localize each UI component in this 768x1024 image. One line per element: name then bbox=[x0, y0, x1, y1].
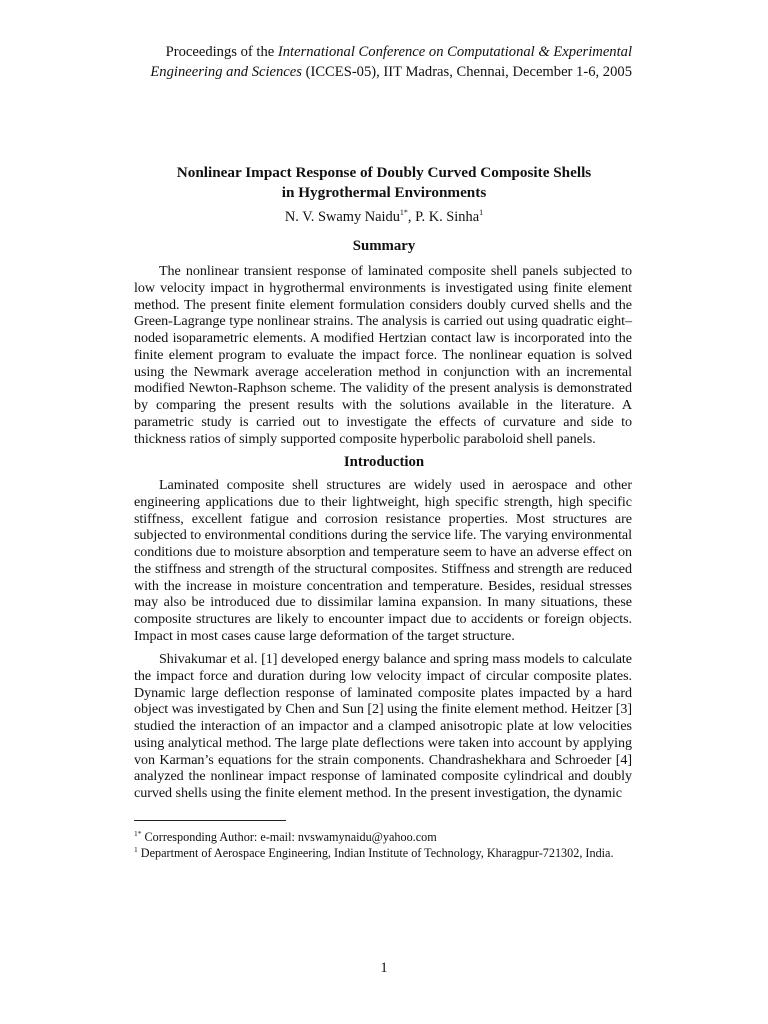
footnotes bbox=[134, 829, 654, 861]
title-line-2: in Hygrothermal Environments bbox=[281, 184, 487, 201]
footnote-affiliation bbox=[134, 845, 654, 861]
introduction-paragraph-2: Shivakumar et al. [1] developed energy balance and spring mass models to calculate the impact force and duration during low velocity impact of circular composite plates. Dynamic large deflection response of laminated composite plates impacted by a hard object was investigated by Chen and Sun [2] using the finite element method. Heitzer [3] studied the interaction of an impactor and a clamped anisotropic plate at low velocities using analytical method. The large plate deflections were taken into account by applying von Karman’s equations for the strain components. Chandrashekhara and Schroeder [4] analyzed the nonlinear impact response of laminated composite cylindrical and doubly curved shells using the finite element method. In the present investigation, the dynamic bbox=[134, 651, 632, 801]
conference-name: International Conference on Computational & Experimental Engineering and Sciences bbox=[150, 44, 632, 80]
title-line-1: Nonlinear Impact Response of Doubly Curved Composite Shells bbox=[176, 164, 592, 181]
introduction-heading: Introduction bbox=[343, 454, 425, 470]
header-suffix: (ICCES-05), IIT Madras, Chennai, December 1-6, 2005 bbox=[301, 64, 632, 80]
header-prefix: Proceedings of the bbox=[165, 44, 278, 60]
footnote-corresponding-author bbox=[134, 829, 654, 845]
author-line bbox=[134, 208, 634, 226]
summary-heading: Summary bbox=[352, 238, 416, 254]
paper-title bbox=[134, 163, 634, 203]
footnote-text: Department of Aerospace Engineering, Indian Institute of Technology, Kharagpur-721302, India. bbox=[137, 846, 614, 860]
footnote-mark: 1 bbox=[134, 845, 138, 854]
author-2: P. K. Sinha bbox=[415, 209, 480, 225]
footnote-mark: 1* bbox=[134, 829, 142, 838]
introduction-paragraph-1: Laminated composite shell structures are widely used in aerospace and other engineering applications due to their lightweight, high specific strength, high specific stiffness, excellent fatigue and corrosion resistance properties. Most structures are subjected to environmental conditions during the service life. The varying environmental conditions due to moisture absorption and temperature seem to have an adverse effect on the stiffness and strength of the structural composites. Stiffness and strength are reduced with the increase in moisture concentration and temperature. Besides, residual stresses may also be introduced due to dissimilar lamina expansion. In many situations, these composite structures are likely to encounter impact due to accidents or foreign objects. Impact in most cases cause large deformation of the target structure. bbox=[134, 477, 632, 644]
author-1-affiliation-mark: 1* bbox=[399, 208, 408, 217]
author-2-affiliation-mark: 1 bbox=[479, 208, 484, 217]
summary-paragraph: The nonlinear transient response of laminated composite shell panels subjected to low velocity impact in hygrothermal environments is investigated using finite element method. The present finite element formulation considers doubly curved shells and the Green-Lagrange type nonlinear strains. The analysis is carried out using quadratic eight–noded isoparametric elements. A modified Hertzian contact law is incorporated into the finite element program to evaluate the impact force. The nonlinear equation is solved using the Newmark average acceleration method in conjunction with an incremental modified Newton-Raphson scheme. The validity of the present analysis is demonstrated by comparing the present results with the solutions available in the literature. A parametric study is carried out to investigate the effects of curvature and side to thickness ratios of simply supported composite hyperbolic paraboloid shell panels. bbox=[134, 263, 632, 447]
author-separator: , bbox=[407, 209, 416, 225]
author-1: N. V. Swamy Naidu bbox=[284, 209, 400, 225]
proceedings-header bbox=[130, 42, 632, 82]
footnote-divider bbox=[134, 820, 286, 821]
footnote-text: Corresponding Author: e-mail: nvswamynaidu@yahoo.com bbox=[141, 830, 437, 844]
page-number: 1 bbox=[380, 960, 388, 976]
